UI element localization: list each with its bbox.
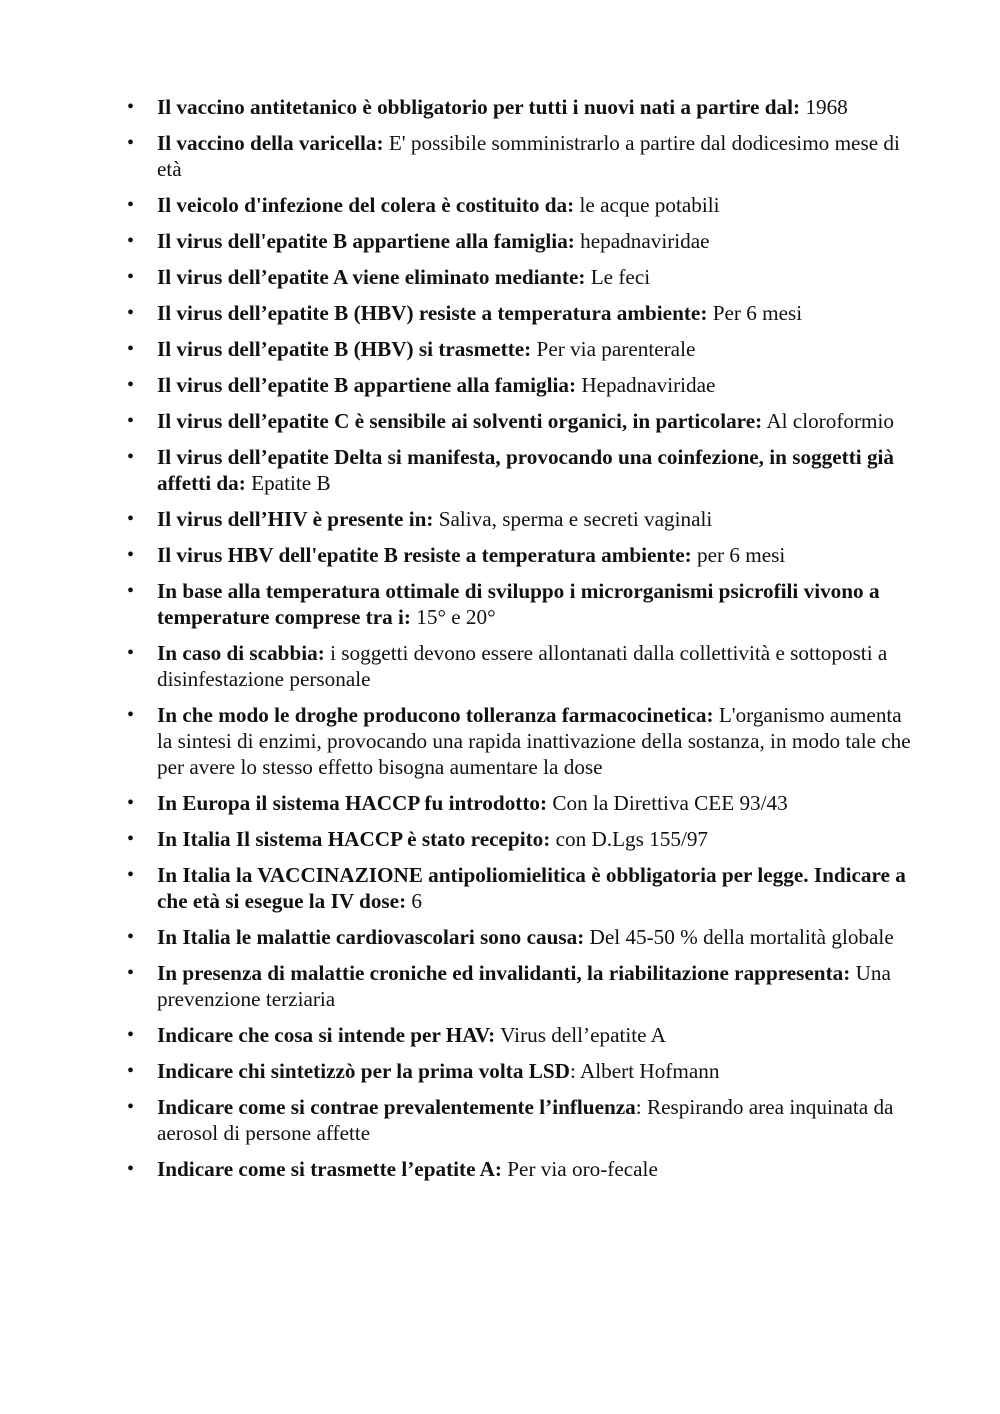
list-item <box>127 300 917 326</box>
question-text: Il virus dell’epatite B (HBV) resiste a temperatura ambiente: <box>157 301 708 325</box>
bullet-icon: • <box>127 792 135 814</box>
question-text: In caso di scabbia: <box>157 641 325 665</box>
bullet-icon: • <box>127 374 135 396</box>
question-text: Il virus dell’epatite B (HBV) si trasmette: <box>157 337 532 361</box>
question-text: Il virus dell’epatite A viene eliminato mediante: <box>157 265 586 289</box>
bullet-icon: • <box>127 302 135 324</box>
list-item <box>127 372 917 398</box>
question-text: Indicare come si contrae prevalentemente l’influenza <box>157 1095 636 1119</box>
question-text: Il vaccino antitetanico è obbligatorio per tutti i nuovi nati a partire dal: <box>157 95 801 119</box>
answer-text: per 6 mesi <box>697 543 786 567</box>
list-item <box>127 702 917 780</box>
bullet-icon: • <box>127 410 135 432</box>
answer-text: Virus dell’epatite A <box>500 1023 666 1047</box>
answer-text: Per via oro-fecale <box>507 1157 658 1181</box>
answer-text: 15° e 20° <box>416 605 496 629</box>
list-item <box>127 826 917 852</box>
answer-text: 1968 <box>805 95 848 119</box>
bullet-icon: • <box>127 642 135 664</box>
bullet-icon: • <box>127 962 135 984</box>
question-text: Il virus HBV dell'epatite B resiste a temperatura ambiente: <box>157 543 692 567</box>
bullet-icon: • <box>127 230 135 252</box>
list-item <box>127 1094 917 1146</box>
answer-text: hepadnaviridae <box>580 229 710 253</box>
list-item <box>127 578 917 630</box>
answer-text: : Albert Hofmann <box>569 1059 720 1083</box>
list-item <box>127 790 917 816</box>
question-text: Il veicolo d'infezione del colera è costituito da: <box>157 193 575 217</box>
question-text: Indicare come si trasmette l’epatite A: <box>157 1157 502 1181</box>
bullet-icon: • <box>127 1060 135 1082</box>
bullet-icon: • <box>127 1024 135 1046</box>
bullet-icon: • <box>127 266 135 288</box>
list-item <box>127 130 917 182</box>
bullet-icon: • <box>127 544 135 566</box>
question-text: In che modo le droghe producono tolleranza farmacocinetica: <box>157 703 714 727</box>
question-text: Il virus dell’epatite B appartiene alla famiglia: <box>157 373 577 397</box>
list-item <box>127 408 917 434</box>
question-text: In base alla temperatura ottimale di sviluppo i microrganismi psicrofili vivono a temperature comprese tra i: <box>157 579 880 629</box>
list-item <box>127 542 917 568</box>
answer-text: Saliva, sperma e secreti vaginali <box>438 507 713 531</box>
list-item <box>127 924 917 950</box>
list-item <box>127 264 917 290</box>
question-text: Indicare chi sintetizzò per la prima volta LSD <box>157 1059 570 1083</box>
answer-text: Al cloroformio <box>766 409 894 433</box>
answer-text: Epatite B <box>251 471 331 495</box>
bullet-icon: • <box>127 508 135 530</box>
bullet-icon: • <box>127 194 135 216</box>
bullet-icon: • <box>127 132 135 154</box>
bullet-icon: • <box>127 1096 135 1118</box>
answer-text: : Respirando area inquinata da aerosol di persone affette <box>157 1095 894 1145</box>
answer-text: L'organismo aumenta la sintesi di enzimi, provocando una rapida inattivazione della sostanza, in modo tale che per avere lo stesso effetto bisogna aumentare la dose <box>157 703 911 779</box>
question-text: Il virus dell’epatite C è sensibile ai solventi organici, in particolare: <box>157 409 763 433</box>
bullet-icon: • <box>127 338 135 360</box>
list-item <box>127 94 917 120</box>
question-text: Il virus dell’epatite Delta si manifesta, provocando una coinfezione, in soggetti già affetti da: <box>157 445 895 495</box>
list-item <box>127 960 917 1012</box>
list-item <box>127 1156 917 1182</box>
bullet-icon: • <box>127 828 135 850</box>
question-answer-list <box>127 94 917 1192</box>
answer-text: i soggetti devono essere allontanati dalla collettività e sottoposti a disinfestazione personale <box>157 641 888 691</box>
answer-text: Le feci <box>590 265 651 289</box>
question-text: Il vaccino della varicella: <box>157 131 384 155</box>
answer-text: le acque potabili <box>579 193 720 217</box>
list-item <box>127 228 917 254</box>
answer-text: Una prevenzione terziaria <box>157 961 891 1011</box>
bullet-icon: • <box>127 864 135 886</box>
list-item <box>127 506 917 532</box>
list-item <box>127 1058 917 1084</box>
question-text: Indicare che cosa si intende per HAV: <box>157 1023 496 1047</box>
list-item <box>127 192 917 218</box>
question-text: Il virus dell'epatite B appartiene alla famiglia: <box>157 229 575 253</box>
answer-text: Con la Direttiva CEE 93/43 <box>552 791 788 815</box>
question-text: In Italia la VACCINAZIONE antipoliomielitica è obbligatoria per legge. Indicare a che età si esegue la IV dose: <box>157 863 906 913</box>
answer-text: Hepadnaviridae <box>581 373 716 397</box>
question-text: Il virus dell’HIV è presente in: <box>157 507 434 531</box>
answer-text: Del 45-50 % della mortalità globale <box>589 925 894 949</box>
question-text: In presenza di malattie croniche ed invalidanti, la riabilitazione rappresenta: <box>157 961 851 985</box>
question-text: In Italia Il sistema HACCP è stato recepito: <box>157 827 551 851</box>
list-item <box>127 1022 917 1048</box>
question-text: In Europa il sistema HACCP fu introdotto: <box>157 791 548 815</box>
answer-text: Per via parenterale <box>536 337 696 361</box>
bullet-icon: • <box>127 1158 135 1180</box>
list-item <box>127 444 917 496</box>
bullet-icon: • <box>127 926 135 948</box>
answer-text: Per 6 mesi <box>712 301 803 325</box>
answer-text: con D.Lgs 155/97 <box>555 827 709 851</box>
answer-text: E' possibile somministrarlo a partire dal dodicesimo mese di età <box>157 131 900 181</box>
question-text: In Italia le malattie cardiovascolari sono causa: <box>157 925 585 949</box>
list-item <box>127 336 917 362</box>
list-item <box>127 640 917 692</box>
bullet-icon: • <box>127 446 135 468</box>
list-item <box>127 862 917 914</box>
bullet-icon: • <box>127 580 135 602</box>
bullet-icon: • <box>127 96 135 118</box>
answer-text: 6 <box>411 889 423 913</box>
bullet-icon: • <box>127 704 135 726</box>
